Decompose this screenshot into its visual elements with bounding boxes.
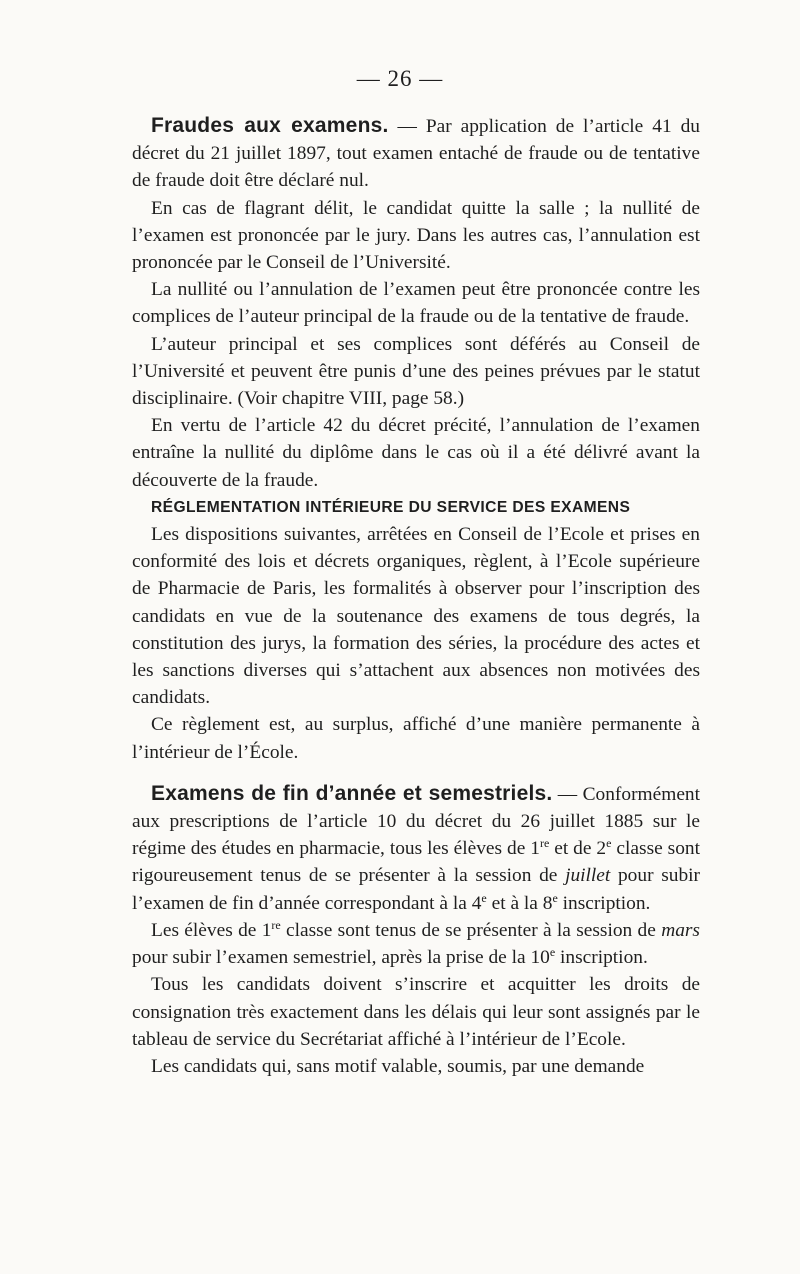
page-number: — 26 — xyxy=(356,66,444,91)
page-body xyxy=(132,112,700,1080)
fraudes-text-1: — Par application de l’article 41 du décret du 21 juillet 1897, tout examen entaché de fraude ou de tentative de fraude doit être déclaré nul. xyxy=(132,116,700,192)
fraudes-paragraph-1 xyxy=(132,112,700,195)
fraudes-paragraph-4: L’auteur principal et ses complices sont déférés au Conseil de l’Université et peuvent être punis d’une des peines prévues par le statut disciplinaire. (Voir chapitre VIII, page 58.) xyxy=(132,333,700,410)
fraudes-paragraph-2: En cas de flagrant délit, le candidat quitte la salle ; la nullité de l’examen est prononcée par le jury. Dans les autres cas, l’annulation est prononcée par le Conseil de l’Université. xyxy=(132,197,700,274)
examens-paragraph-1: Examens de fin d’année et semestriels. — Conformément aux prescriptions de l’article 10 du décret du 26 juillet 1885 sur le régime des études en pharmacie, tous les élèves de 1re et de 2e classe sont rigoureusement tenus de se présenter à la session de juillet pour subir l’examen de fin d’année correspondant à la 4e et à la 8e inscription. xyxy=(132,781,701,914)
reglementation-paragraph-1: Les dispositions suivantes, arrêtées en Conseil de l’Ecole et prises en conformité des lois et décrets organiques, règlent, à l’Ecole supérieure de Pharmacie de Paris, les formalités à observer pour l’inscription des candidats en vue de la soutenance des examens de tous degrés, la constitution des jurys, la formation des séries, la procédure des actes et les sanctions diverses qui s’attachent aux absences non motivées des candidats. xyxy=(132,524,700,709)
examens-paragraph-4: Les candidats qui, sans motif valable, soumis, par une demande xyxy=(151,1055,645,1077)
examens-paragraph-3: Tous les candidats doivent s’inscrire et acquitter les droits de consignation très exactement dans les délais qui leur sont assignés par le tableau de service du Secrétariat affiché à l’intérieur de l’Ecole. xyxy=(132,974,700,1050)
fraudes-title: Fraudes aux examens. xyxy=(151,114,389,137)
examens-title: Examens de fin d’année et semestriels. xyxy=(151,781,553,805)
reglementation-heading: RÉGLEMENTATION INTÉRIEURE DU SERVICE DES EXAMENS xyxy=(151,498,631,516)
examens-paragraph-2: Les élèves de 1re classe sont tenus de se présenter à la session de mars pour subir l’examen semestriel, après la prise de la 10e inscription. xyxy=(132,917,700,969)
fraudes-paragraph-5: En vertu de l’article 42 du décret précité, l’annulation de l’examen entraîne la nullité du diplôme dans le cas où il a été délivré avant la découverte de la fraude. xyxy=(132,415,700,491)
fraudes-paragraph-3: La nullité ou l’annulation de l’examen peut être prononcée contre les complices de l’auteur principal de la fraude ou de la tentative de fraude. xyxy=(132,279,700,328)
reglementation-paragraph-2: Ce règlement est, au surplus, affiché d’une manière permanente à l’intérieur de l’École. xyxy=(132,714,700,763)
